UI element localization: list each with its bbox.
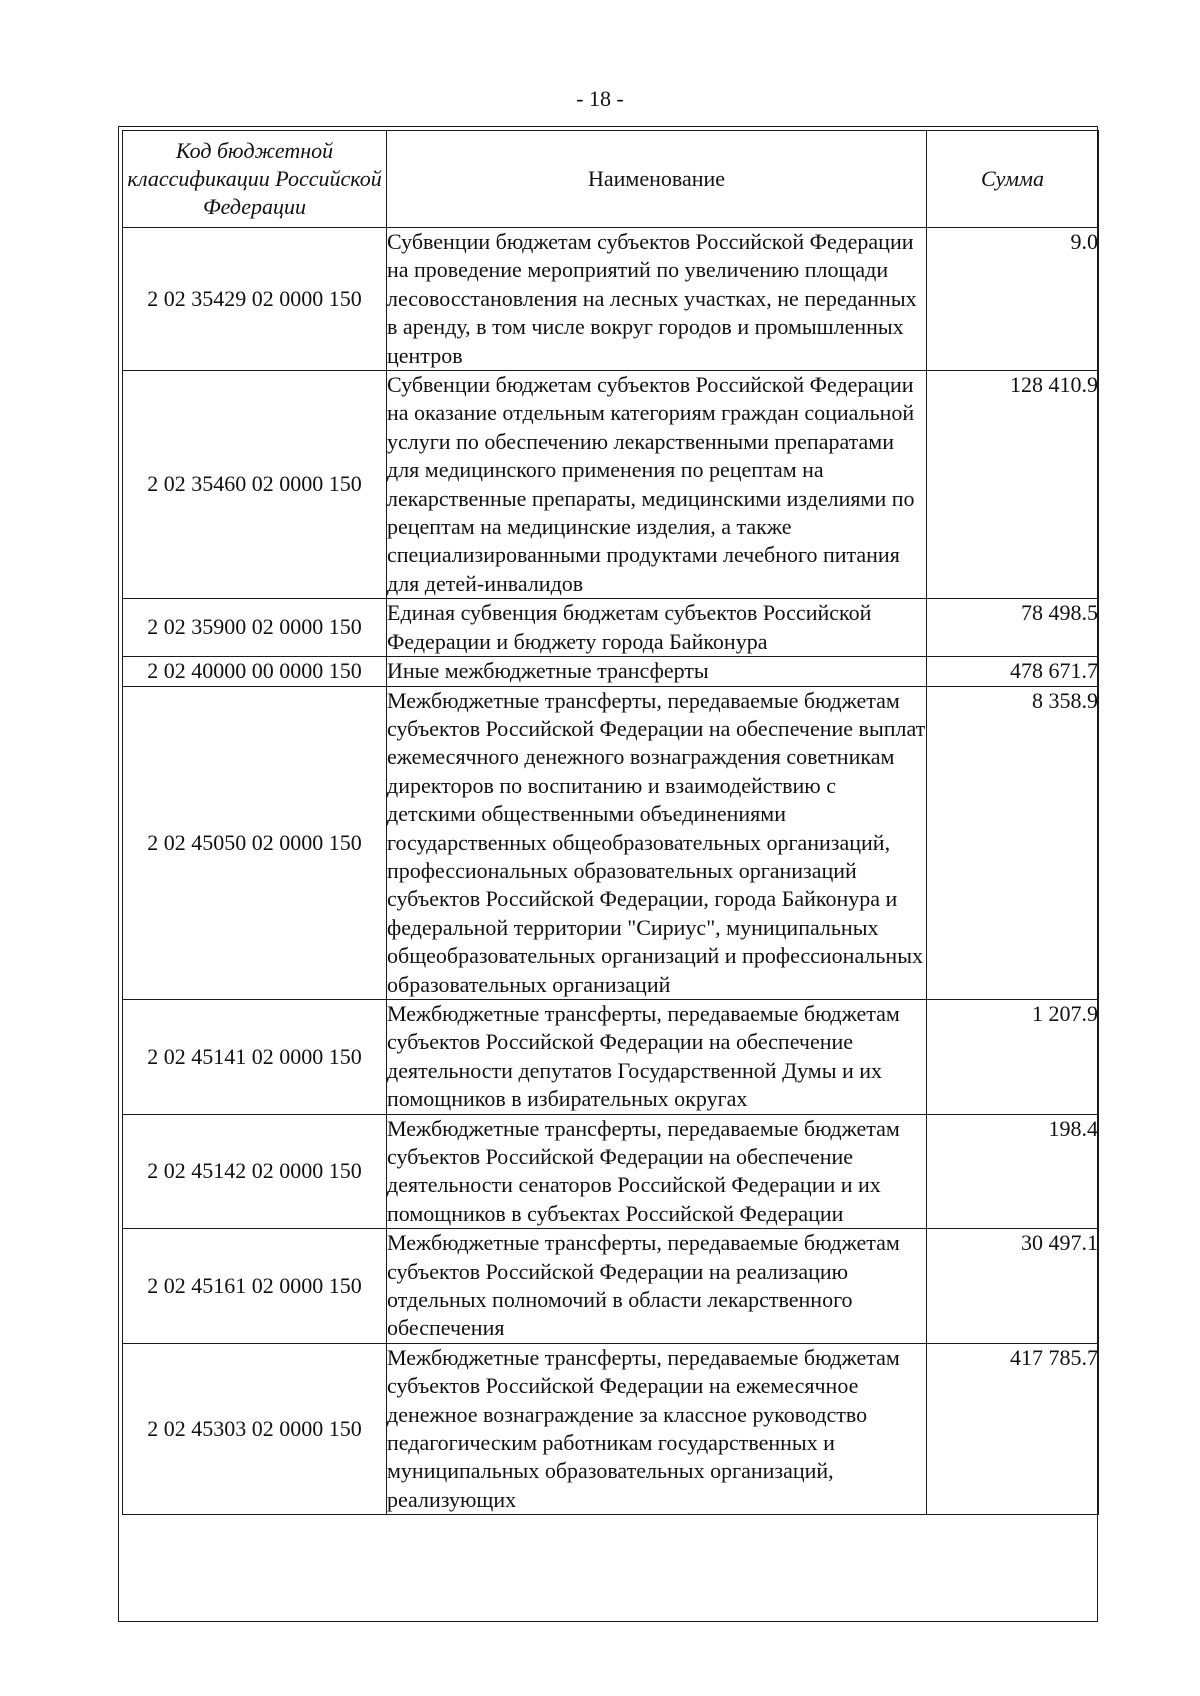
header-name: Наименование — [387, 131, 927, 228]
table-header-row — [123, 131, 1099, 228]
row-code: 2 02 45161 02 0000 150 — [123, 1229, 387, 1344]
row-code: 2 02 40000 00 0000 150 — [123, 657, 387, 686]
row-name: Субвенции бюджетам субъектов Российской Федерации на проведение мероприятий по увеличению площади лесовосстановления на лесных участках, не переданных в аренду, в том числе вокруг городов и промышленных центров — [387, 228, 927, 371]
table-row — [123, 228, 1099, 371]
header-code: Код бюджетной классификации Российской Федерации — [123, 131, 387, 228]
row-sum: 78 498.5 — [927, 599, 1099, 657]
row-sum: 8 358.9 — [927, 686, 1099, 999]
row-name: Межбюджетные трансферты, передаваемые бюджетам субъектов Российской Федерации на обеспечение деятельности депутатов Государственной Думы и их помощников в избирательных округах — [387, 999, 927, 1114]
table-row — [123, 686, 1099, 999]
row-code: 2 02 45141 02 0000 150 — [123, 999, 387, 1114]
header-sum: Сумма — [927, 131, 1099, 228]
row-sum: 1 207.9 — [927, 999, 1099, 1114]
page-number: - 18 - — [576, 86, 624, 111]
row-sum: 198.4 — [927, 1114, 1099, 1229]
row-name: Иные межбюджетные трансферты — [387, 657, 927, 686]
row-sum: 417 785.7 — [927, 1343, 1099, 1514]
row-sum: 478 671.7 — [927, 657, 1099, 686]
row-sum: 30 497.1 — [927, 1229, 1099, 1344]
table-row — [123, 1229, 1099, 1344]
row-name: Единая субвенция бюджетам субъектов Российской Федерации и бюджету города Байконура — [387, 599, 927, 657]
table-row — [123, 371, 1099, 599]
table-row — [123, 1114, 1099, 1229]
table-row — [123, 657, 1099, 686]
table-row — [123, 1343, 1099, 1514]
budget-table — [122, 130, 1099, 1515]
row-code: 2 02 35429 02 0000 150 — [123, 228, 387, 371]
table-row — [123, 599, 1099, 657]
row-name: Межбюджетные трансферты, передаваемые бюджетам субъектов Российской Федерации на реализацию отдельных полномочий в области лекарственного обеспечения — [387, 1229, 927, 1344]
table-row — [123, 999, 1099, 1114]
row-code: 2 02 45303 02 0000 150 — [123, 1343, 387, 1514]
row-code: 2 02 45050 02 0000 150 — [123, 686, 387, 999]
row-code: 2 02 35460 02 0000 150 — [123, 371, 387, 599]
row-name: Межбюджетные трансферты, передаваемые бюджетам субъектов Российской Федерации на обеспечение деятельности сенаторов Российской Федерации и их помощников в субъектах Российской Федерации — [387, 1114, 927, 1229]
row-code: 2 02 45142 02 0000 150 — [123, 1114, 387, 1229]
row-name: Межбюджетные трансферты, передаваемые бюджетам субъектов Российской Федерации на ежемесячное денежное вознаграждение за классное руководство педагогическим работникам государственных и муниципальных образовательных организаций, реализующих — [387, 1343, 927, 1514]
row-sum: 128 410.9 — [927, 371, 1099, 599]
row-name: Субвенции бюджетам субъектов Российской Федерации на оказание отдельным категориям граждан социальной услуги по обеспечению лекарственными препаратами для медицинского применения по рецептам на лекарственные препараты, медицинскими изделиями по рецептам на медицинские изделия, а также специализированными продуктами лечебного питания для детей-инвалидов — [387, 371, 927, 599]
row-code: 2 02 35900 02 0000 150 — [123, 599, 387, 657]
row-sum: 9.0 — [927, 228, 1099, 371]
row-name: Межбюджетные трансферты, передаваемые бюджетам субъектов Российской Федерации на обеспечение выплат ежемесячного денежного вознаграждения советникам директоров по воспитанию и взаимодействию с детскими общественными объединениями государственных общеобразовательных организаций, профессиональных образовательных организаций субъектов Российской Федерации, города Байконура и федеральной территории "Сириус", муниципальных общеобразовательных организаций и профессиональных образовательных организаций — [387, 686, 927, 999]
